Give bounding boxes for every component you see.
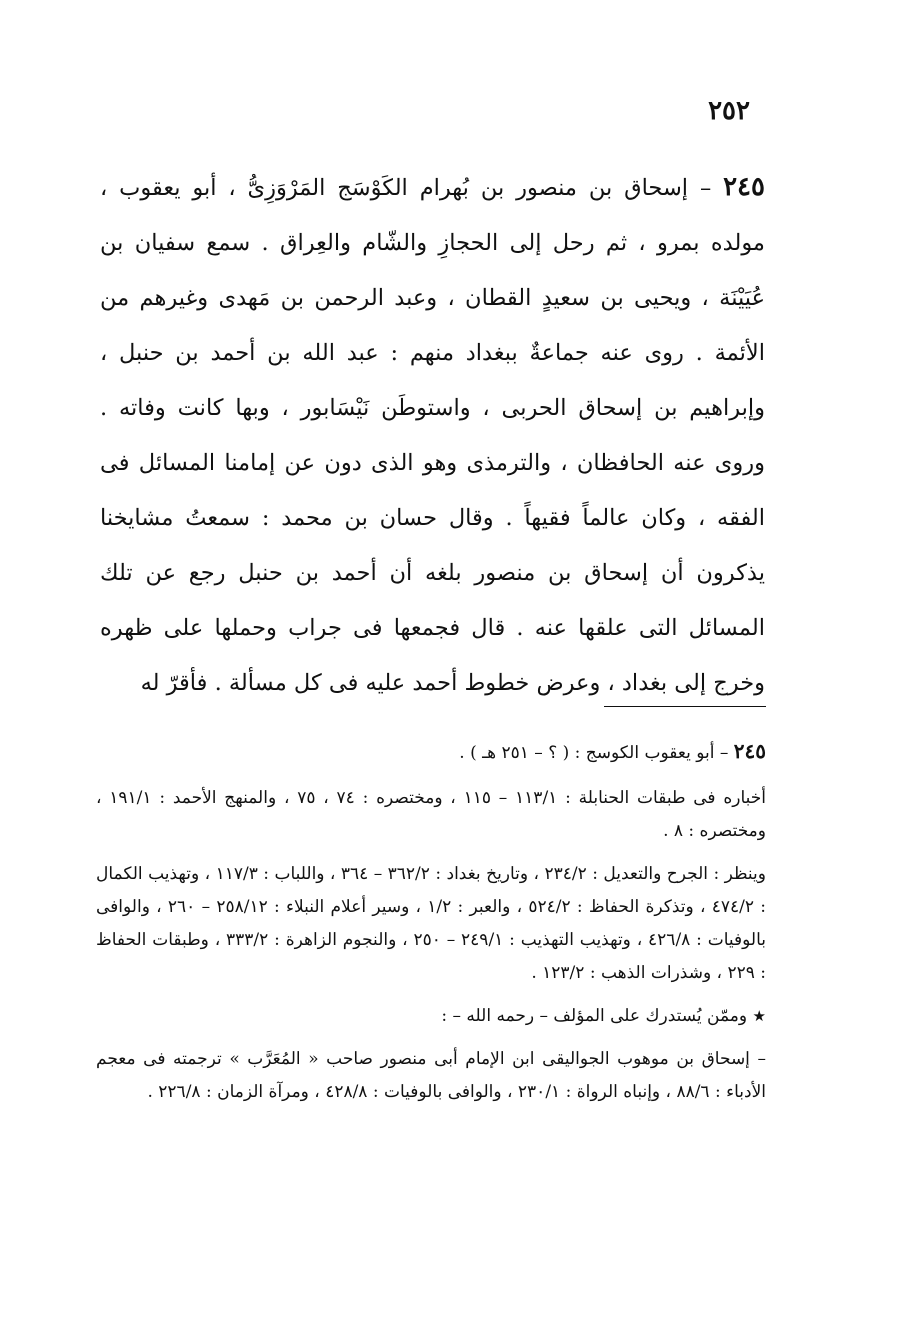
page-number: ٢٥٢ — [708, 96, 750, 126]
footnote-sources-1: أخباره فى طبقات الحنابلة : ١١٣/١ – ١١٥ ، ومختصره : ٧٤ ، ٧٥ ، والمنهج الأحمد : ١٩١/١ ، ومختصره : ٨ . — [96, 788, 766, 841]
star-icon: ★ — [752, 1007, 766, 1025]
addendum-text: – إسحاق بن موهوب الجواليقى ابن الإمام أبى منصور صاحب « المُعَرَّب » ترجمته فى معجم الأدباء : ٨٨/٦ ، وإنباه الرواة : ٢٣٠/١ ، والوافى بالوفيات : ٤٢٨/٨ ، ومرآة الزمان : ٢٢٦/٨ . — [96, 1049, 766, 1102]
footnote-divider — [604, 706, 766, 707]
footnote-sources-2: وينظر : الجرح والتعديل : ٢٣٤/٢ ، وتاريخ بغداد : ٣٦٢/٢ – ٣٦٤ ، واللباب : ١١٧/٣ ، وتهذيب الكمال : ٤٧٤/٢ ، وتذكرة الحفاظ : ٥٢٤/٢ ، والعبر : ١/٢ ، وسير أعلام النبلاء : ٢٥٨/١٢ – ٢٦٠ ، والوافى بالوفيات : ٤٢٦/٨ ، وتهذيب التهذيب : ٢٤٩/١ – ٢٥٠ ، والنجوم الزاهرة : ٣٣٣/٢ ، وطبقات الحفاظ : ٢٢٩ ، وشذرات الذهب : ١٢٣/٢ . — [96, 864, 767, 983]
entry-number: ٢٤٥ — [723, 172, 765, 202]
addendum-heading — [96, 1000, 766, 1033]
footnote-heading — [96, 735, 766, 770]
footnote-heading-text: – أبو يعقوب الكوسج : ( ؟ – ٢٥١ هـ ) . — [459, 743, 729, 763]
footnote-number: ٢٤٥ — [733, 739, 766, 763]
addendum-heading-text: وممّن يُستدرك على المؤلف – رحمه الله – : — [441, 1006, 748, 1026]
entry-text: – إسحاق بن منصور بن بُهرام الكَوْسَج المَرْوَزِىُّ ، أبو يعقوب ، مولده بمرو ، ثم رحل إلى الحجازِ والشّام والعِراق . سمع سفيان بن عُيَيْنَة ، ويحيى بن سعيدٍ القطان ، وعبد الرحمن بن مَهدى وغيرهم من الأئمة . روى عنه جماعةٌ ببغداد منهم : عبد الله بن أحمد بن حنبل ، وإبراهيم بن إسحاق الحربى ، واستوطَن نَيْسَابور ، وبها كانت وفاته . وروى عنه الحافظان ، والترمذى وهو الذى دون عن إمامنا المسائل فى الفقه ، وكان عالماً فقيهاً . وقال حسان بن محمد : سمعتُ مشايخنا يذكرون أن إسحاق بن منصور بلغه أن أحمد بن حنبل رجع عن تلك المسائل التى علقها عنه . قال فجمعها فى جراب وحملها على ظهره وخرج إلى بغداد ، وعرض خطوط أحمد عليه فى كل مسألة . فأقرّ له — [100, 175, 765, 696]
main-entry — [100, 160, 765, 711]
footnotes — [96, 735, 766, 1119]
